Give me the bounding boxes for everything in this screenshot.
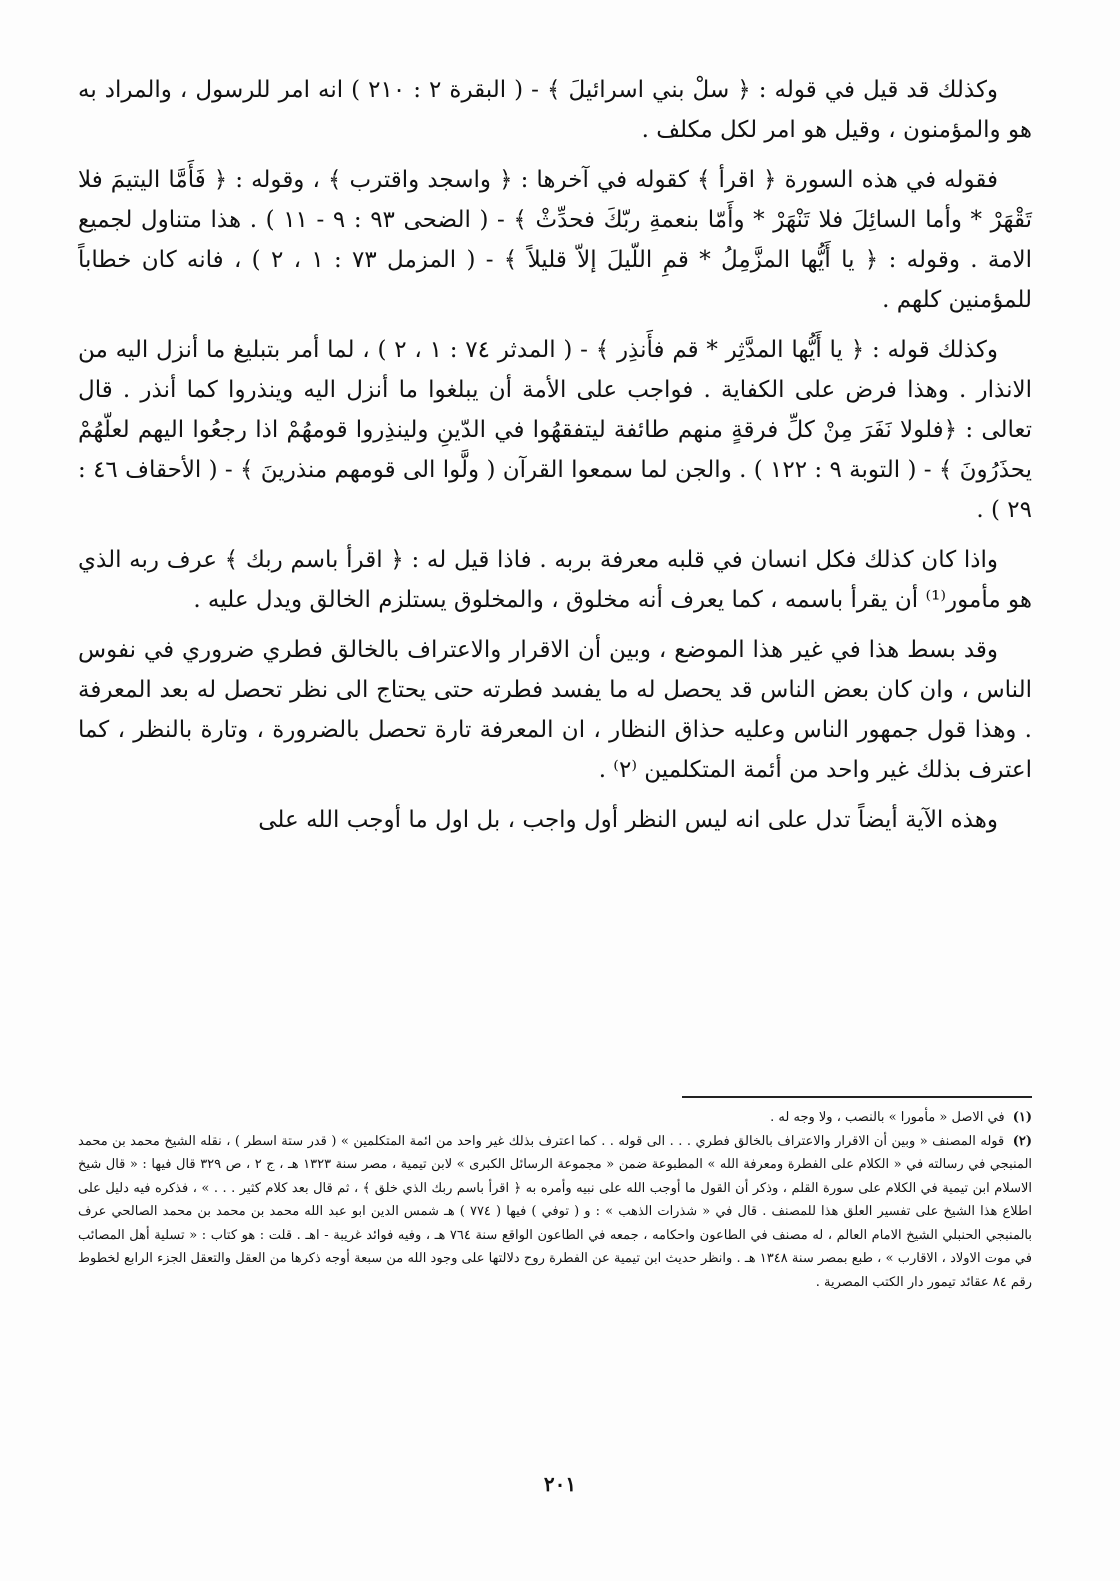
- paragraph-1: وكذلك قد قيل في قوله : ﴿ سلْ بني اسرائيلَ ﴾ - ( البقرة ٢ : ٢١٠ ) انه امر للرسول ، والمراد به هو والمؤمنون ، وقيل هو امر لكل مكلف .: [78, 77, 1032, 143]
- paragraph-4: واذا كان كذلك فكل انسان في قلبه معرفة بربه . فاذا قيل له : ﴿ اقرأ باسم ربك ﴾ عرف ربه الذي هو مأمور⁽¹⁾ أن يقرأ باسمه ، كما يعرف أنه مخلوق ، والمخلوق يستلزم الخالق ويدل عليه .: [78, 547, 1032, 613]
- paragraph-5: وقد بسط هذا في غير هذا الموضع ، وبين أن الاقرار والاعتراف بالخالق فطري ضروري في نفوس الناس ، وان كان بعض الناس قد يحصل له ما يفسد فطرته حتى يحتاج الى نظر تحصل له بعد المعرفة . وهذا قول جمهور الناس وعليه حذاق النظار ، ان المعرفة تارة تحصل بالضرورة ، وتارة بالنظر ، كما اعترف بذلك غير واحد من أئمة المتكلمين ⁽٢⁾ .: [78, 637, 1032, 783]
- footnote-number: (١): [1012, 1110, 1032, 1125]
- footnote-divider: [682, 1096, 1032, 1098]
- footnotes: [78, 1106, 1032, 1294]
- footnote-text: في الاصل « مأمورا » بالنصب ، ولا وجه له .: [770, 1110, 1005, 1125]
- footnote-1: [78, 1106, 1032, 1130]
- footnote-text: قوله المصنف « وبين أن الاقرار والاعتراف بالخالق فطري . . . الى قوله . . كما اعترف بذلك غير واحد من ائمة المتكلمين » ( قدر ستة اسطر ) ، نقله الشيخ محمد بن محمد المنبجي في رسالته في « الكلام على الفطرة ومعرفة الله » المطبوعة ضمن « مجموعة الرسائل الكبرى » لابن تيمية ، مصر سنة ١٣٢٣ هـ ، ج ٢ ، ص ٣٢٩ قال فيها : « قال شيخ الاسلام ابن تيمية في الكلام على سورة القلم ، وذكر أن القول ما أوجب الله على نبيه وأمره به ﴿ اقرأ باسم ربك الذي خلق ﴾ ، ثم قال بعد كلام كثير . . . » ، فذكره فيه دليل على اطلاع هذا الشيخ على تفسير العلق هذا للمصنف . قال في « شذرات الذهب » : و ( توفي ) فيها ( ٧٧٤ ) هـ شمس الدين ابو عبد الله محمد بن محمد بن محمد الصالحي عرف بالمنبجي الحنبلي الشيخ الامام العالم ، له مصنف في الطاعون واحكامه ، جمعه في الطاعون الواقع سنة ٧٦٤ هـ ، وفيه فوائد غريبة - اهـ . قلت : هو كتاب : « تسلية أهل المصائب في موت الاولاد ، الاقارب » ، طبع بمصر سنة ١٣٤٨ هـ . وانظر حديث ابن تيمية عن الفطرة روح دلالتها على وجود الله من سبعة أوجه ذكرها من العقل والتعقل الجزء الرابع لخطوط رقم ٨٤ عقائد تيمور دار الكتب المصرية .: [78, 1133, 1033, 1290]
- footnote-2: [78, 1130, 1032, 1295]
- page-number: ٢٠١: [543, 1472, 577, 1496]
- paragraph-3: وكذلك قوله : ﴿ يا أَيُّها المدَّثِر * قم فأَنذِر ﴾ - ( المدثر ٧٤ : ١ ، ٢ ) ، لما أمر بتبليغ ما أنزل اليه من الانذار . وهذا فرض على الكفاية . فواجب على الأمة أن يبلغوا ما أنزل اليه وينذروا كما أنذر . قال تعالى : ﴿فلولا نَفَرَ مِنْ كلِّ فرقةٍ منهم طائفة ليتفقهُوا في الدّينِ ولينذِروا قومهُمْ اذا رجعُوا اليهم لعلّهُمْ يحذَرُونَ ﴾ - ( التوبة ٩ : ١٢٢ ) . والجن لما سمعوا القرآن ( ولَّوا الى قومهم منذرينَ ﴾ - ( الأحقاف ٤٦ : ٢٩ ) .: [78, 337, 1033, 523]
- footnote-number: (٢): [1012, 1133, 1032, 1149]
- main-text: [78, 70, 1032, 850]
- paragraph-2: فقوله في هذه السورة ﴿ اقرأ ﴾ كقوله في آخرها : ﴿ واسجد واقترب ﴾ ، وقوله : ﴿ فَأَمَّا اليتيمَ فلا تَقْهَرْ * وأما السائِلَ فلا تَنْهَرْ * وأَمّا بنعمةِ ربّكَ فحدِّثْ ﴾ - ( الضحى ٩٣ : ٩ - ١١ ) . هذا متناول لجميع الامة . وقوله : ﴿ يا أَيُّها المزَّمِلُ * قمِ اللّيلَ إلاّ قليلاً ﴾ - ( المزمل ٧٣ : ١ ، ٢ ) ، فانه كان خطاباً للمؤمنين كلهم .: [78, 167, 1032, 313]
- paragraph-6: وهذه الآية أيضاً تدل على انه ليس النظر أول واجب ، بل اول ما أوجب الله على: [258, 807, 998, 833]
